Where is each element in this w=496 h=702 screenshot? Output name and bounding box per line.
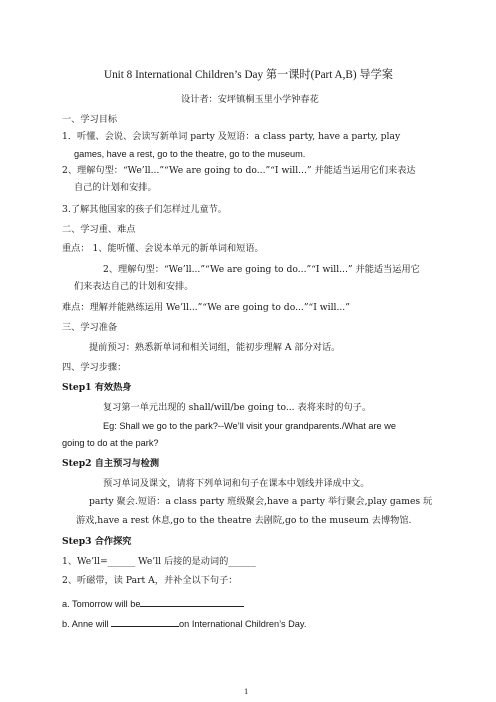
step3-title: Step3 合作探究 (62, 536, 132, 547)
step2-text: 预习单词及课文，请将下列单词和句子在课本中划线并译成中文。 (103, 478, 370, 489)
question-2: 2、听磁带，读 Part A，并补全以下句子： (62, 575, 238, 586)
goal-item-2: 2、理解句型：“We’ll...”“We are going to do...”“I will...” 并能适当运用它们来表达 (62, 165, 416, 176)
page-number: 1 (244, 688, 249, 696)
goal-item-2-cont: 自己的计划和安排。 (74, 182, 157, 193)
blank-b[interactable] (111, 616, 179, 627)
step1-text: 复习第一单元出现的 shall/will/be going to... 表将来时的句子。 (103, 402, 372, 413)
step2-title: Step2 自主预习与检测 (62, 458, 160, 469)
fill-line-b-pre: b. Anne will (62, 619, 109, 629)
step2-vocabulary-cont: 游戏,have a rest 休息,go to the theatre 去剧院,go to the museum 去博物馆. (76, 515, 412, 526)
focus-key-2-cont: 们来表达自己的计划和安排。 (74, 281, 194, 292)
section-steps-heading: 四、学习步骤： (62, 362, 127, 373)
blank-a[interactable] (140, 596, 244, 607)
focus-key-2: 2、理解句型：“We’ll...”“We are going to do...”“I will...” 并能适当运用它 (103, 264, 420, 275)
fill-line-b-post: on International Children’s Day. (179, 619, 307, 629)
fill-line-a (62, 596, 244, 610)
step1-example: Eg: Shall we go to the park?--We’ll visit your grandparents./What are we (103, 421, 396, 431)
section-prep-heading: 三、学习准备 (62, 322, 118, 333)
section-focus-heading: 二、学习重、难点 (62, 224, 136, 235)
document-title: Unit 8 International Children’s Day 第一课时(Part A,B) 导学案 (104, 69, 393, 81)
step1-title: Step1 有效热身 (62, 382, 132, 393)
prep-text: 提前预习：熟悉新单词和相关词组，能初步理解 A 部分对话。 (89, 342, 341, 353)
focus-difficult: 难点：理解并能熟练运用 We’ll...”“We are going to do...”“I will...” (62, 302, 350, 313)
goal-item-1: 1．听懂、会说、会读写新单词 party 及短语：a class party, have a party, play (62, 131, 401, 142)
question-1: 1、We’ll=______ We’ll 后接的是动词的______ (62, 556, 256, 567)
section-goals-heading: 一、学习目标 (62, 114, 118, 125)
step1-example-cont: going to do at the park? (62, 438, 159, 448)
fill-line-a-text: a. Tomorrow will be (62, 599, 141, 609)
designer-line: 设计者：安坪镇桐玉里小学钟春花 (181, 94, 319, 105)
goal-item-1-cont: games, have a rest, go to the theatre, go to the museum. (74, 149, 306, 159)
focus-key-1: 重点： 1、能听懂、会说本单元的新单词和短语。 (62, 243, 264, 254)
fill-line-b (62, 616, 306, 630)
step2-vocabulary: party 聚会.短语：a class party 班级聚会,have a party 举行聚会,play games 玩 (89, 496, 433, 507)
goal-item-3: 3.了解其他国家的孩子们怎样过儿童节。 (62, 204, 227, 215)
